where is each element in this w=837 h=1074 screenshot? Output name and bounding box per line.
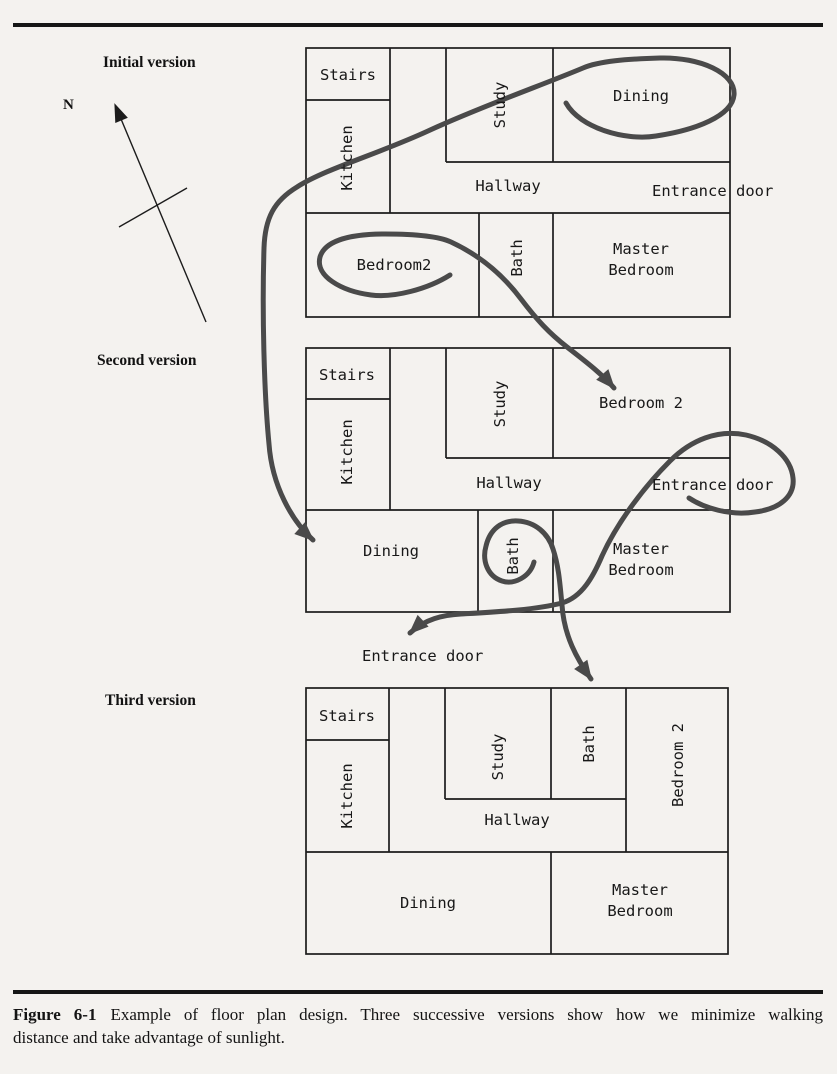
figure-caption-line2: distance and take advantage of sunlight.	[13, 1028, 285, 1047]
master-bedroom-line1: Master	[611, 881, 668, 899]
room-label-master-bedroom	[608, 539, 673, 581]
master-bedroom-line1: Master	[612, 540, 669, 558]
room-label-kitchen: Kitchen	[338, 125, 356, 191]
room-label-stairs: Stairs	[319, 366, 375, 384]
master-bedroom-line1: Master	[612, 240, 669, 258]
north-compass	[116, 107, 206, 322]
room-label-bedroom2: Bedroom 2	[599, 394, 683, 412]
version-title-initial: Initial version	[103, 54, 196, 71]
master-bedroom-line2: Bedroom	[608, 561, 674, 579]
room-label-entrance-door: Entrance door	[652, 476, 774, 494]
sketch-arrow-entrance-move	[410, 433, 793, 633]
room-label-dining: Dining	[400, 894, 456, 912]
figure-caption-label: Figure 6-1	[13, 1005, 97, 1024]
room-label-study: Study	[489, 733, 507, 781]
room-label-stairs: Stairs	[320, 66, 376, 84]
version-title-second: Second version	[97, 352, 197, 369]
room-label-master-bedroom	[607, 880, 672, 922]
compass-north-label: N	[63, 97, 74, 113]
room-label-hallway: Hallway	[476, 474, 542, 492]
room-label-stairs: Stairs	[319, 707, 375, 725]
room-label-study: Study	[491, 380, 509, 428]
sketch-arrow-bath-to-v3	[485, 521, 591, 679]
room-label-study: Study	[491, 81, 509, 129]
bottom-rule	[13, 990, 823, 994]
room-label-bath: Bath	[508, 239, 526, 277]
figure-caption-line1	[13, 1005, 823, 1025]
room-label-bedroom2: Bedroom 2	[669, 723, 687, 807]
room-label-dining: Dining	[363, 542, 419, 560]
room-label-dining: Dining	[613, 87, 669, 105]
room-label-bedroom2: Bedroom2	[356, 256, 432, 274]
room-label-master-bedroom	[608, 239, 673, 281]
figure-caption-text: Example of floor plan design. Three successive versions show how we minimize walking	[110, 1005, 823, 1024]
room-label-entrance-door: Entrance door	[652, 182, 774, 200]
annotation-entrance-door: Entrance door	[362, 647, 484, 665]
room-label-kitchen: Kitchen	[338, 763, 356, 829]
version-title-third: Third version	[105, 692, 196, 709]
room-label-hallway: Hallway	[484, 811, 550, 829]
room-label-bath: Bath	[504, 537, 522, 575]
master-bedroom-line2: Bedroom	[608, 261, 674, 279]
room-label-hallway: Hallway	[475, 177, 541, 195]
room-label-kitchen: Kitchen	[338, 419, 356, 485]
room-label-bath: Bath	[580, 725, 598, 763]
north-arrow-line	[116, 107, 206, 322]
master-bedroom-line2: Bedroom	[607, 902, 673, 920]
